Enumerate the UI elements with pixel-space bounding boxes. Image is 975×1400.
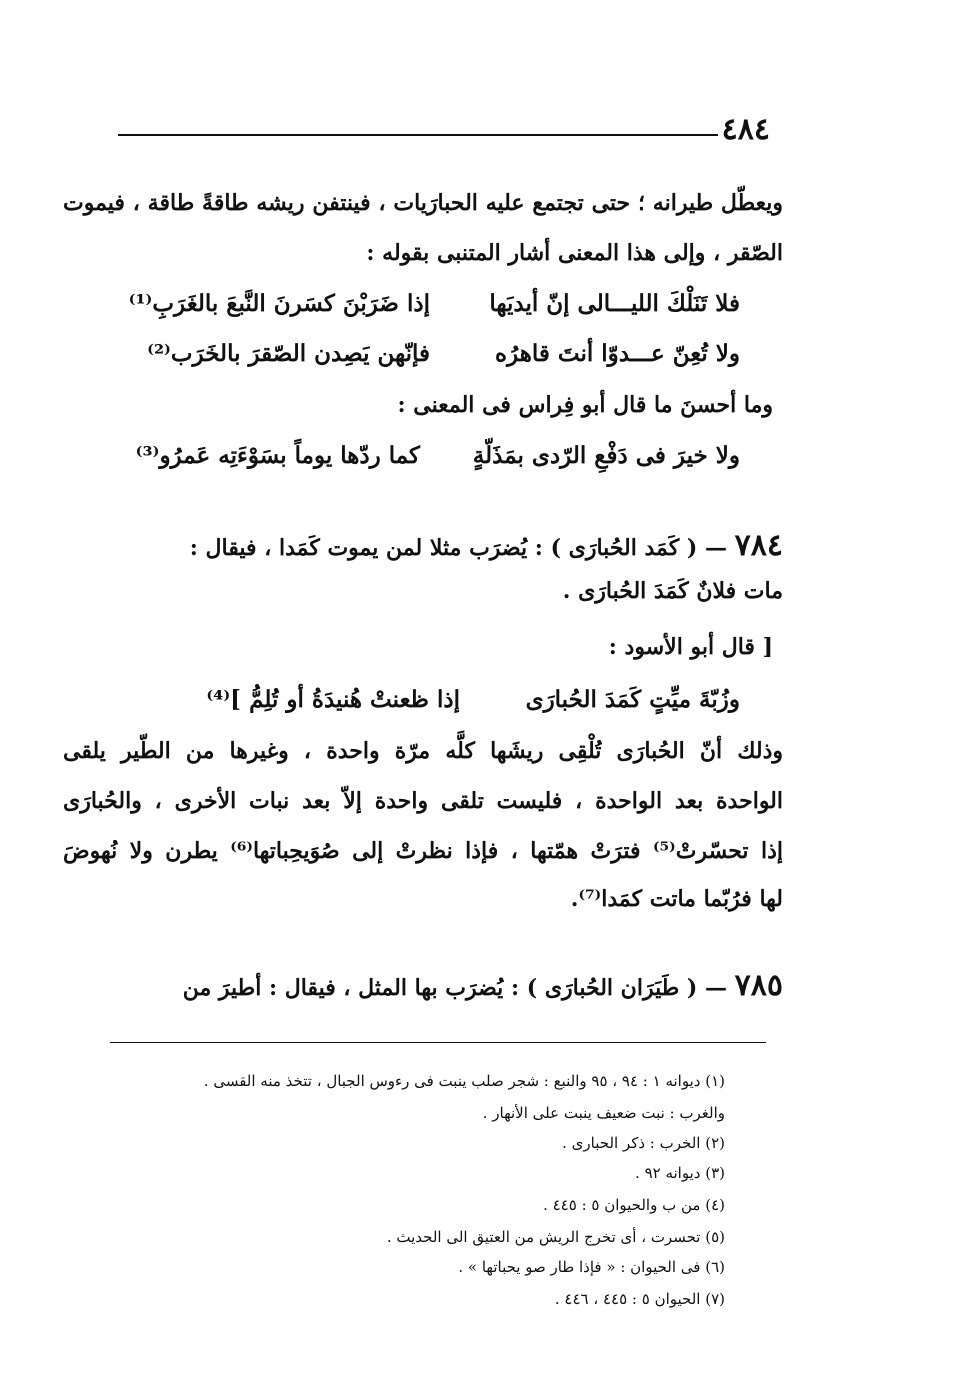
text-line: [ قال أبو الأسود : — [608, 634, 773, 660]
verse-second-hemistich: إذا ضَرَبْنَ كسَرنَ النَّبعَ بالغَرَبِ⁽¹⁾ — [128, 290, 430, 317]
footnote: (٧) الحيوان ٥ : ٤٤٥ ، ٤٤٦ . — [554, 1290, 725, 1308]
footnote: (٦) فى الحيوان : « فإذا طار صو يحباتها » . — [458, 1258, 725, 1276]
footnotes — [65, 0, 725, 1400]
entry-number: ٧٨٤ — [734, 528, 783, 563]
footnote: (٢) الخرب : ذكر الحبارى . — [562, 1134, 725, 1152]
entry-dash: — — [704, 975, 727, 1001]
text-line: ويعطّل طيرانه ؛ حتى تجتمع عليه الحبارَيات ، فينتفن ريشه طاقةً طاقة ، فيموت — [63, 190, 783, 216]
text-line: لها فرُبّما ماتت كمَدا⁽⁷⁾. — [570, 886, 783, 912]
text-line: إذا تحسّرتْ⁽⁵⁾ فترَتْ همّتها ، فإذا نظرتْ إلى صُوَيحِباتها⁽⁶⁾ يطرن ولا نُهوضَ — [63, 838, 783, 864]
entry-number: ٧٨٥ — [734, 968, 783, 1003]
footnote: (٣) ديوانه ٩٢ . — [635, 1164, 725, 1182]
text-line: مات فلانٌ كَمَدَ الحُبارَى . — [562, 578, 783, 604]
verse-first-hemistich: وزُبّةَ ميِّتٍ كَمَدَ الحُبارَى — [525, 686, 740, 713]
entry-text: ( طَيَرَان الحُبارَى ) : يُضرَب بها المثل ، فيقال : أطيرَ من — [182, 975, 698, 1001]
footnote: (٥) تحسرت ، أى تخرج الريش من العتيق الى الحديث . — [386, 1228, 725, 1246]
verse-first-hemistich: فلا تَنَلْكَ الليـــالى إنّ أيديَها — [489, 290, 740, 317]
verse-second-hemistich: كما ردّها يوماً بسَوْءَتِه عَمرُو⁽³⁾ — [135, 442, 420, 469]
text-line: وذلك أنّ الحُبارَى تُلْقِى ريشَها كلَّه مرّة واحدة ، وغيرها من الطّير يلقى — [63, 738, 783, 764]
entry-text: ( كَمَد الحُبارَى ) : يُضرَب مثلا لمن يموت كَمَدا ، فيقال : — [189, 535, 698, 561]
text-line: الواحدة بعد الواحدة ، فليست تلقى واحدة إلاّ بعد نبات الأخرى ، والحُبارَى — [63, 788, 783, 814]
text-line: الصّقر ، وإلى هذا المعنى أشار المتنبى بقوله : — [366, 240, 783, 266]
footnote: والغرب : نبت ضعيف ينبت على الأنهار . — [482, 1104, 725, 1122]
footnote: (١) ديوانه ١ : ٩٤ ، ٩٥ والنبع : شجر صلب ينبت فى رءوس الجبال ، تتخذ منه القسى . — [203, 1072, 725, 1090]
verse-first-hemistich: ولا تُعِنّ عـــدوّا أنتَ قاهرُه — [494, 340, 740, 367]
verse-first-hemistich: ولا خيرَ فى دَفْعِ الرّدى بمَذَلّةٍ — [472, 442, 740, 469]
footnote: (٤) من ب والحيوان ٥ : ٤٤٥ . — [543, 1196, 725, 1214]
entry-dash: — — [704, 535, 727, 561]
verse-second-hemistich: فإنّهن يَصِدن الصّقرَ بالخَرَب⁽²⁾ — [147, 340, 430, 367]
verse-second-hemistich: إذا ظعنتْ هُنيدَةُ أو تُلِمُّ ]⁽⁴⁾ — [206, 686, 460, 713]
text-line: وما أحسنَ ما قال أبو فِراس فى المعنى : — [397, 392, 773, 418]
page-number: ٤٨٤ — [721, 112, 770, 147]
